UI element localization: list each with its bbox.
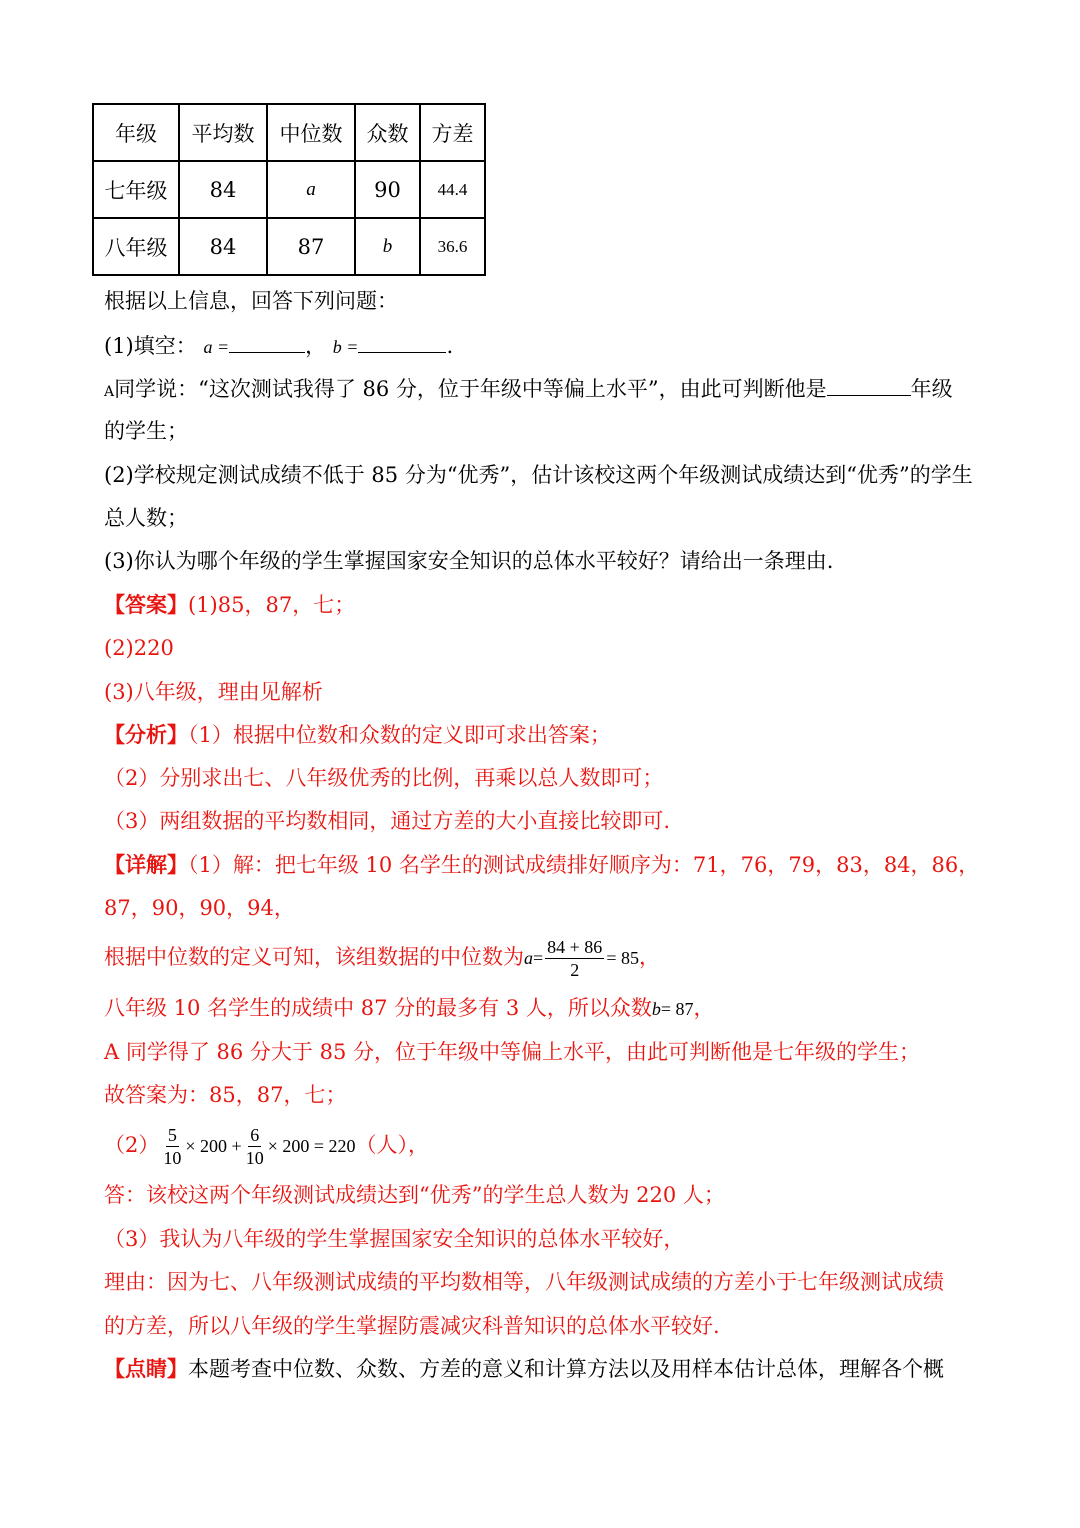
header-cell: 方差 — [420, 104, 485, 161]
detail-4-end: ， — [693, 996, 715, 1020]
analysis-line-1 — [104, 720, 978, 750]
q1-sep: ， — [305, 334, 327, 358]
q1-a-label: a = — [203, 337, 230, 357]
table-row — [93, 161, 485, 218]
grade-cell: 八年级 — [93, 218, 179, 275]
detail-5: A 同学得了 86 分大于 85 分，位于年级中等偏上水平，由此可判断他是七年级的学生； — [104, 1040, 920, 1064]
detail-3-end: ， — [638, 945, 660, 969]
question-2-line1: (2)学校规定测试成绩不低于 85 分为“优秀”，估计该校这两个年级测试成绩达到“优秀”的学生 — [104, 463, 973, 487]
fraction-denominator: 10 — [163, 1148, 182, 1168]
fraction-6-10 — [244, 1124, 266, 1169]
mode-result: = 87 — [660, 999, 694, 1019]
detail-7-prefix: （2） — [104, 1133, 160, 1157]
detail-2: 87，90，90，94， — [104, 896, 295, 920]
question-a-student — [104, 373, 978, 407]
detail-8: 答：该校这两个年级测试成绩达到“优秀”的学生总人数为 220 人； — [104, 1183, 725, 1207]
variance-cell: 36.6 — [420, 218, 485, 275]
analysis-2: （2）分别求出七、八年级优秀的比例，再乘以总人数即可； — [104, 766, 664, 790]
fraction-denominator: 10 — [245, 1148, 264, 1168]
answer-label: 【答案】 — [104, 592, 188, 617]
mode-var: b — [651, 999, 661, 1019]
q1-prefix: (1)填空： — [104, 334, 197, 358]
detail-4-text: 八年级 10 名学生的成绩中 87 分的最多有 3 人，所以众数 — [104, 996, 652, 1020]
detail-median-line — [104, 932, 978, 983]
detail-calc-line — [104, 1120, 978, 1171]
fraction-5-10 — [161, 1124, 183, 1169]
mode-cell: 90 — [355, 161, 420, 218]
q1-end: . — [446, 334, 454, 358]
answer-blank-a — [229, 330, 305, 353]
a-student-suffix: 年级 — [910, 377, 953, 401]
header-cell: 中位数 — [267, 104, 355, 161]
answer-blank-b — [358, 330, 446, 353]
mode-cell: b — [355, 218, 420, 275]
question-1 — [104, 330, 978, 362]
detail-11: 的方差，所以八年级的学生掌握防震减灾科普知识的总体水平较好. — [104, 1314, 720, 1338]
analysis-3: （3）两组数据的平均数相同，通过方差的大小直接比较即可. — [104, 809, 671, 833]
table-header-row — [93, 104, 485, 161]
variance-cell: 44.4 — [420, 161, 485, 218]
answer-line-1 — [104, 590, 978, 620]
median-fraction — [545, 936, 604, 981]
median-var: a — [524, 948, 533, 968]
median-denominator: 2 — [570, 960, 580, 980]
mean-cell: 84 — [179, 218, 267, 275]
median-numerator: 84 + 86 — [547, 937, 603, 957]
median-eq: = — [533, 948, 544, 968]
detail-line-1 — [104, 850, 978, 880]
header-cell: 年级 — [93, 104, 179, 161]
detail-7-suffix: （人）， — [355, 1133, 429, 1157]
answer-3: (3)八年级，理由见解析 — [104, 680, 323, 704]
table-row — [93, 218, 485, 275]
answer-blank-grade — [827, 373, 911, 396]
comment-text: 本题考查中位数、众数、方差的意义和计算方法以及用样本估计总体，理解各个概 — [188, 1357, 944, 1381]
detail-6: 故答案为：85，87，七； — [104, 1083, 347, 1107]
header-cell: 平均数 — [179, 104, 267, 161]
median-cell: 87 — [267, 218, 355, 275]
mean-cell: 84 — [179, 161, 267, 218]
median-result: = 85 — [606, 948, 639, 968]
answer-1: (1)85，87，七； — [188, 593, 356, 617]
fraction-numerator: 5 — [167, 1125, 177, 1145]
comment-line — [104, 1354, 978, 1384]
a-student-letter: A — [104, 384, 115, 400]
question-intro: 根据以上信息，回答下列问题： — [104, 289, 398, 313]
analysis-1: （1）根据中位数和众数的定义即可求出答案； — [188, 723, 611, 747]
detail-9: （3）我认为八年级的学生掌握国家安全知识的总体水平较好， — [104, 1227, 685, 1251]
grade-cell: 七年级 — [93, 161, 179, 218]
a-student-text: 同学说：“这次测试我得了 86 分，位于年级中等偏上水平”，由此可判断他是 — [114, 377, 827, 401]
median-cell: a — [267, 161, 355, 218]
detail-3-text: 根据中位数的定义可知，该组数据的中位数为 — [104, 945, 524, 969]
question-3: (3)你认为哪个年级的学生掌握国家安全知识的总体水平较好？请给出一条理由. — [104, 549, 834, 573]
calc-part-2: × 200 = 220 — [267, 1136, 356, 1156]
fraction-numerator: 6 — [250, 1125, 260, 1145]
detail-label: 【详解】 — [104, 852, 188, 877]
detail-10: 理由：因为七、八年级测试成绩的平均数相等，八年级测试成绩的方差小于七年级测试成绩 — [104, 1270, 944, 1294]
detail-mode-line — [104, 993, 978, 1024]
detail-1: （1）解：把七年级 10 名学生的测试成绩排好顺序为：71，76，79，83，84，86， — [188, 853, 980, 877]
calc-part-1: × 200 + — [185, 1136, 242, 1156]
statistics-table — [92, 103, 486, 276]
header-cell: 众数 — [355, 104, 420, 161]
q1-b-label: b = — [332, 337, 359, 357]
question-a-student-line2: 的学生； — [104, 419, 188, 443]
comment-label: 【点睛】 — [104, 1356, 188, 1381]
answer-2: (2)220 — [104, 636, 174, 660]
question-2-line2: 总人数； — [104, 506, 188, 530]
analysis-label: 【分析】 — [104, 722, 188, 747]
